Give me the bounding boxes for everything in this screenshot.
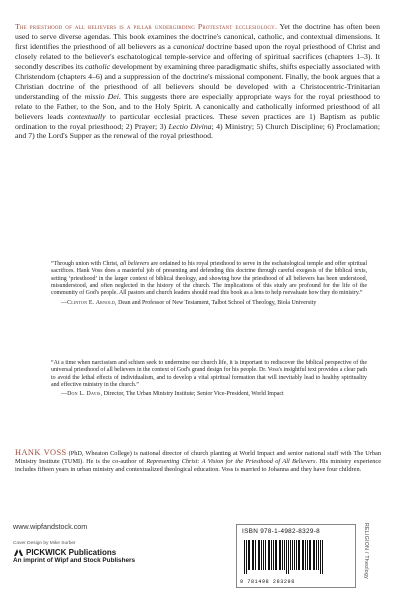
isbn-number: ISBN 978-1-4982-8329-8 <box>242 528 321 535</box>
summary-text: to particular ecclesial practices. These seven practices are 1) Baptism as public ordination to the royal priesthood; 2) Prayer; 3) <box>15 111 381 131</box>
barcode-bar <box>275 540 277 570</box>
barcode-bar <box>255 540 256 570</box>
publisher-name: PICKWICK Publications <box>26 548 117 557</box>
endorsement-attribution: —Clinton E. Arnold, Dean and Professor of New Testament, Talbot School of Theology, Biola University <box>61 299 317 306</box>
barcode-bar <box>307 540 308 570</box>
summary-text: ; 4) Ministry; 5) Church Discipline; 6) Proclamation; and 7) the Lord's Supper as the renewal of the royal priesthood. <box>15 121 380 141</box>
barcode-bar <box>294 540 295 570</box>
bio-text: (PhD, Wheaton College) is national director of church planting at World Impact and senior national staff with The Urban Ministry Institute (TUMI). He is the co-author of <box>15 450 381 465</box>
barcode-bar <box>244 540 245 574</box>
summary-text: doctrine based upon the royal priesthood of Christ and closely related to the believer's eschatological temple-service and offering of spiritual sacrifices (chapters 1–3). It secondly describes its <box>15 41 380 71</box>
summary-emphasis: canonical <box>173 41 204 51</box>
barcode-bar <box>271 540 272 570</box>
barcode-bar <box>290 540 291 570</box>
barcode-bar <box>316 540 317 570</box>
endorsement-text: “At a time when narcissism and schism seek to undermine our church life, it is important to rediscover the biblical perspective of the universal priesthood of all believers in the context of God's grand design for his people. Dr. Voss's insightful text provides a clear path to avoid the lethal effects of individualism, and to develop a vital spiritual formation that will inevitably lead to healthy spirituality and effective ministry in the church.” <box>51 360 367 389</box>
barcode-bar <box>288 540 289 574</box>
barcode-bar <box>292 540 293 570</box>
publisher-website[interactable]: www.wipfandstock.com <box>13 522 88 531</box>
barcode-bar <box>305 540 306 570</box>
barcode-bar <box>320 540 321 574</box>
endorsement-davis <box>51 360 367 399</box>
summary-text: . This suggests there are especially appropriate ways for the royal priesthood to relate to the Father, to the Son, and to the Holy Spirit. A canonically and catholically informed priesthood of all believers leads <box>15 91 381 121</box>
barcode-bar <box>302 540 304 570</box>
barcode-bar <box>313 540 315 570</box>
barcode-bar <box>296 540 297 570</box>
barcode-bar <box>279 540 281 570</box>
endorsement-arnold <box>51 261 367 307</box>
barcode-bar <box>309 540 311 570</box>
barcode-bar <box>246 540 247 574</box>
author-name: HANK VOSS <box>15 448 67 457</box>
cover-design-credit: Cover Design by Mike Surber <box>13 541 76 546</box>
barcode-bar <box>284 540 285 570</box>
isbn-barcode <box>236 524 356 588</box>
barcode-bar <box>268 540 270 570</box>
bio-text: . His ministry experience includes fifteen years in urban ministry and contextualized theological education. Voss is married to Johanna and they have four children. <box>15 457 381 473</box>
summary-emphasis: contextually <box>67 111 106 121</box>
publisher-imprint: An imprint of Wipf and Stock Publishers <box>13 557 136 564</box>
summary-text: development by examining three paradigmatic shifts, shifts especially associated with Christendom (chapters 4–6) and a suppression of the doctrine's missional component. Finally, the book argues that a Christian doctrine of the priesthood of all believers should be developed with a Christocentric-Trinitarian understanding of the <box>15 61 380 101</box>
barcode-digits: 9 781498 283298 <box>240 579 295 585</box>
bio-book-title: Representing Christ: A Vision for the Priesthood of All Believers <box>146 457 316 465</box>
barcode-bar <box>322 540 323 574</box>
barcode-bars <box>242 540 350 574</box>
summary-emphasis: catholic <box>85 61 111 71</box>
barcode-bar <box>258 540 260 570</box>
barcode-bar <box>318 540 319 570</box>
barcode-bar <box>265 540 266 570</box>
barcode-bar <box>263 540 264 570</box>
barcode-bar <box>273 540 274 570</box>
barcode-bar <box>298 540 300 570</box>
barcode-bar <box>261 540 262 570</box>
summary-text: Yet the doctrine has often been used to serve diverse agendas. This book examines the doctrine's canonical, catholic, and contextual dimensions. It first identifies the priesthood of all believers as a <box>15 22 380 51</box>
barcode-bar <box>286 540 287 574</box>
bisac-category: RELIGION / Theology <box>363 523 369 580</box>
publisher-name-row <box>13 548 213 557</box>
barcode-bar <box>248 540 250 570</box>
pickwick-logo-icon <box>13 548 24 557</box>
author-bio <box>15 449 381 474</box>
summary-headline: The priesthood of all believers is a pillar undergirding Protestant ecclesiology. <box>15 22 278 31</box>
publisher-footer <box>13 522 213 564</box>
summary-emphasis: Lectio Divina <box>168 121 212 131</box>
summary-emphasis: missio Dei <box>84 91 119 101</box>
endorsement-text: “Through union with Christ, all believers are ordained to his royal priesthood to serve in the eschatological temple and offer spiritual sacrifices. Hank Voss does a masterful job of presenting and defending this doctrine through careful exegesis of the biblical texts, setting ‘priesthood’ in the larger context of biblical theology, and showing how the priesthood of all believers has been understood, misunderstood, and often neglected in the history of the church. The implications of this study are profound for the life of the community of God's people. All pastors and church leaders should read this book as a lens to help reevaluate how they do ministry.” <box>51 261 367 297</box>
barcode-bar <box>252 540 254 570</box>
back-cover-summary <box>15 22 380 141</box>
endorsement-attribution: —Don L. Davis, Director, The Urban Ministry Institute; Senior Vice-President, World Impact <box>61 391 284 398</box>
barcode-bar <box>282 540 283 570</box>
